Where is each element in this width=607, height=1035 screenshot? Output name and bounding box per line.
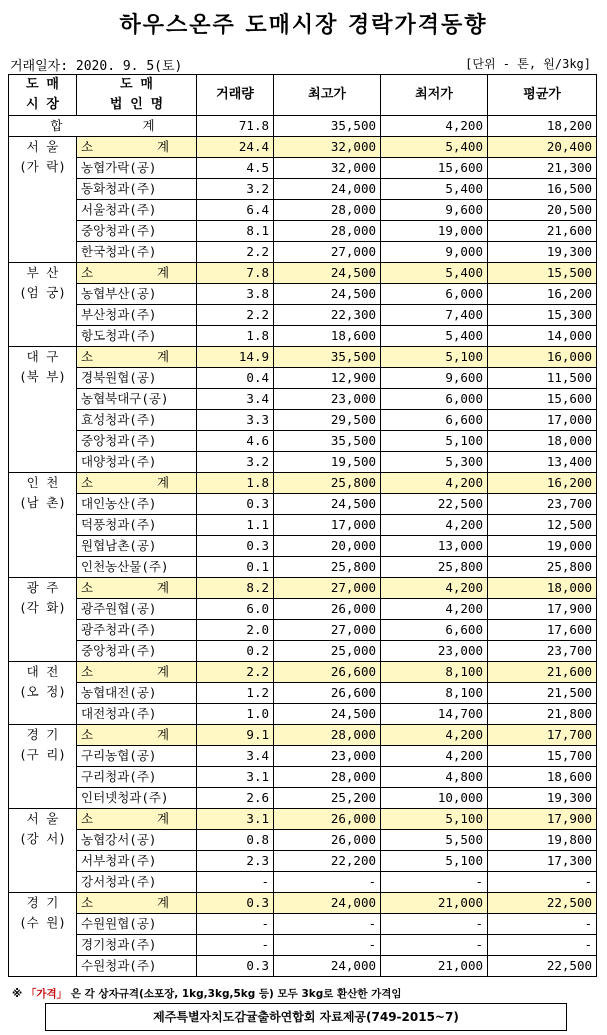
corp-name: 구리농협(공) bbox=[77, 746, 197, 767]
table-row bbox=[9, 641, 597, 662]
avg-cell: 21,500 bbox=[488, 683, 597, 704]
corp-name: 광주원협(공) bbox=[77, 599, 197, 620]
max-cell: 26,000 bbox=[274, 599, 381, 620]
avg-cell: 18,600 bbox=[488, 767, 597, 788]
grand-total-min: 4,200 bbox=[381, 116, 488, 137]
corp-name: 한국청과(주) bbox=[77, 242, 197, 263]
subtotal-volume: 1.8 bbox=[197, 473, 274, 494]
subtotal-min: 5,400 bbox=[381, 137, 488, 158]
max-cell: 29,500 bbox=[274, 410, 381, 431]
volume-cell: 0.1 bbox=[197, 557, 274, 578]
max-cell: - bbox=[274, 914, 381, 935]
subtotal-row bbox=[9, 725, 597, 746]
subtotal-avg: 18,000 bbox=[488, 578, 597, 599]
max-cell: 22,300 bbox=[274, 305, 381, 326]
min-cell: 15,600 bbox=[381, 158, 488, 179]
min-cell: 22,500 bbox=[381, 494, 488, 515]
corp-name: 중앙청과(주) bbox=[77, 221, 197, 242]
min-cell: 5,400 bbox=[381, 179, 488, 200]
min-cell: 14,700 bbox=[381, 704, 488, 725]
volume-cell: 8.1 bbox=[197, 221, 274, 242]
volume-cell: 0.8 bbox=[197, 830, 274, 851]
grand-total-label: 합 계 bbox=[9, 116, 197, 137]
avg-cell: 21,800 bbox=[488, 704, 597, 725]
market-name: 경 기 (수 원) bbox=[9, 893, 77, 977]
subtotal-row bbox=[9, 893, 597, 914]
subtotal-row bbox=[9, 578, 597, 599]
volume-cell: 4.5 bbox=[197, 158, 274, 179]
max-cell: 23,000 bbox=[274, 746, 381, 767]
avg-cell: 17,300 bbox=[488, 851, 597, 872]
max-cell: 24,500 bbox=[274, 494, 381, 515]
corp-name: 인터넷청과(주) bbox=[77, 788, 197, 809]
table-row bbox=[9, 536, 597, 557]
table-row bbox=[9, 599, 597, 620]
header-min-price: 최저가 bbox=[381, 75, 488, 116]
subtotal-max: 32,000 bbox=[274, 137, 381, 158]
subtotal-volume: 3.1 bbox=[197, 809, 274, 830]
header-max-price: 최고가 bbox=[274, 75, 381, 116]
subtotal-volume: 9.1 bbox=[197, 725, 274, 746]
volume-cell: 3.4 bbox=[197, 389, 274, 410]
subtotal-row bbox=[9, 137, 597, 158]
volume-cell: 0.3 bbox=[197, 956, 274, 977]
market-name: 인 천 (남 촌) bbox=[9, 473, 77, 578]
corp-name: 대전청과(주) bbox=[77, 704, 197, 725]
subtotal-label: 소 계 bbox=[77, 662, 197, 683]
subtotal-row bbox=[9, 809, 597, 830]
max-cell: 22,200 bbox=[274, 851, 381, 872]
volume-cell: 1.8 bbox=[197, 326, 274, 347]
corp-name: 강서청과(주) bbox=[77, 872, 197, 893]
corp-name: 서부청과(주) bbox=[77, 851, 197, 872]
max-cell: 17,000 bbox=[274, 515, 381, 536]
volume-cell: 6.4 bbox=[197, 200, 274, 221]
header-corp: 도 매 법 인 명 bbox=[77, 75, 197, 116]
corp-name: 농협대전(공) bbox=[77, 683, 197, 704]
min-cell: 5,300 bbox=[381, 452, 488, 473]
table-row bbox=[9, 830, 597, 851]
subtotal-label: 소 계 bbox=[77, 137, 197, 158]
min-cell: 6,600 bbox=[381, 620, 488, 641]
max-cell: 27,000 bbox=[274, 242, 381, 263]
max-cell: 35,500 bbox=[274, 431, 381, 452]
volume-cell: 2.6 bbox=[197, 788, 274, 809]
subtotal-max: 28,000 bbox=[274, 725, 381, 746]
volume-cell: 0.3 bbox=[197, 536, 274, 557]
subtotal-avg: 15,500 bbox=[488, 263, 597, 284]
corp-name: 덕풍청과(주) bbox=[77, 515, 197, 536]
subtotal-avg: 21,600 bbox=[488, 662, 597, 683]
table-row bbox=[9, 914, 597, 935]
subtotal-label: 소 계 bbox=[77, 809, 197, 830]
table-row bbox=[9, 935, 597, 956]
min-cell: 9,600 bbox=[381, 368, 488, 389]
table-row bbox=[9, 326, 597, 347]
table-row bbox=[9, 284, 597, 305]
header-avg-price: 평균가 bbox=[488, 75, 597, 116]
max-cell: 24,000 bbox=[274, 179, 381, 200]
min-cell: 6,000 bbox=[381, 284, 488, 305]
corp-name: 농협부산(공) bbox=[77, 284, 197, 305]
avg-cell: 19,800 bbox=[488, 830, 597, 851]
max-cell: 24,500 bbox=[274, 704, 381, 725]
min-cell: 8,100 bbox=[381, 683, 488, 704]
source-credit: 제주특별자치도감귤출하연합회 자료제공(749-2015~7) bbox=[45, 1003, 567, 1031]
max-cell: 32,000 bbox=[274, 158, 381, 179]
subtotal-min: 8,100 bbox=[381, 662, 488, 683]
corp-name: 대인농산(주) bbox=[77, 494, 197, 515]
volume-cell: 3.4 bbox=[197, 746, 274, 767]
subtotal-volume: 0.3 bbox=[197, 893, 274, 914]
subtotal-min: 5,100 bbox=[381, 347, 488, 368]
subtotal-label: 소 계 bbox=[77, 578, 197, 599]
table-row bbox=[9, 410, 597, 431]
volume-cell: 2.2 bbox=[197, 242, 274, 263]
subtotal-label: 소 계 bbox=[77, 893, 197, 914]
min-cell: 10,000 bbox=[381, 788, 488, 809]
market-name: 서 울 (강 서) bbox=[9, 809, 77, 893]
table-row bbox=[9, 746, 597, 767]
subtotal-min: 5,400 bbox=[381, 263, 488, 284]
grand-total-max: 35,500 bbox=[274, 116, 381, 137]
volume-cell: 0.4 bbox=[197, 368, 274, 389]
subtotal-row bbox=[9, 263, 597, 284]
max-cell: 12,900 bbox=[274, 368, 381, 389]
max-cell: 25,200 bbox=[274, 788, 381, 809]
subtotal-avg: 17,700 bbox=[488, 725, 597, 746]
min-cell: 21,000 bbox=[381, 956, 488, 977]
min-cell: 4,200 bbox=[381, 746, 488, 767]
max-cell: 25,800 bbox=[274, 557, 381, 578]
max-cell: 25,000 bbox=[274, 641, 381, 662]
avg-cell: 12,500 bbox=[488, 515, 597, 536]
min-cell: 19,000 bbox=[381, 221, 488, 242]
volume-cell: 3.1 bbox=[197, 767, 274, 788]
corp-name: 구리청과(주) bbox=[77, 767, 197, 788]
min-cell: - bbox=[381, 914, 488, 935]
volume-cell: - bbox=[197, 872, 274, 893]
grand-total-volume: 71.8 bbox=[197, 116, 274, 137]
subtotal-min: 4,200 bbox=[381, 725, 488, 746]
volume-cell: 0.3 bbox=[197, 494, 274, 515]
subtotal-volume: 14.9 bbox=[197, 347, 274, 368]
avg-cell: 19,300 bbox=[488, 242, 597, 263]
table-row bbox=[9, 200, 597, 221]
volume-cell: 2.2 bbox=[197, 305, 274, 326]
min-cell: 13,000 bbox=[381, 536, 488, 557]
price-table bbox=[8, 74, 597, 977]
avg-cell: 11,500 bbox=[488, 368, 597, 389]
corp-name: 부산청과(주) bbox=[77, 305, 197, 326]
market-name: 서 울 (가 락) bbox=[9, 137, 77, 263]
subtotal-max: 24,000 bbox=[274, 893, 381, 914]
corp-name: 광주청과(주) bbox=[77, 620, 197, 641]
table-row bbox=[9, 158, 597, 179]
avg-cell: 17,900 bbox=[488, 599, 597, 620]
subtotal-max: 26,600 bbox=[274, 662, 381, 683]
min-cell: 4,200 bbox=[381, 515, 488, 536]
corp-name: 효성청과(주) bbox=[77, 410, 197, 431]
min-cell: - bbox=[381, 935, 488, 956]
subtotal-volume: 2.2 bbox=[197, 662, 274, 683]
subtotal-max: 27,000 bbox=[274, 578, 381, 599]
corp-name: 농협북대구(공) bbox=[77, 389, 197, 410]
subtotal-min: 5,100 bbox=[381, 809, 488, 830]
volume-cell: 3.2 bbox=[197, 179, 274, 200]
table-row bbox=[9, 368, 597, 389]
volume-cell: 0.2 bbox=[197, 641, 274, 662]
corp-name: 농협가락(공) bbox=[77, 158, 197, 179]
corp-name: 수원원협(공) bbox=[77, 914, 197, 935]
min-cell: 5,500 bbox=[381, 830, 488, 851]
avg-cell: 16,500 bbox=[488, 179, 597, 200]
header-market: 도 매 시 장 bbox=[9, 75, 77, 116]
volume-cell: - bbox=[197, 914, 274, 935]
subtotal-max: 35,500 bbox=[274, 347, 381, 368]
subtotal-label: 소 계 bbox=[77, 263, 197, 284]
max-cell: 24,500 bbox=[274, 284, 381, 305]
subtotal-avg: 16,000 bbox=[488, 347, 597, 368]
volume-cell: 2.3 bbox=[197, 851, 274, 872]
subtotal-volume: 7.8 bbox=[197, 263, 274, 284]
table-row bbox=[9, 179, 597, 200]
corp-name: 수원청과(주) bbox=[77, 956, 197, 977]
avg-cell: 20,500 bbox=[488, 200, 597, 221]
avg-cell: 15,600 bbox=[488, 389, 597, 410]
subtotal-max: 25,800 bbox=[274, 473, 381, 494]
max-cell: 18,600 bbox=[274, 326, 381, 347]
avg-cell: 15,700 bbox=[488, 746, 597, 767]
subtotal-avg: 22,500 bbox=[488, 893, 597, 914]
volume-cell: 3.8 bbox=[197, 284, 274, 305]
max-cell: 28,000 bbox=[274, 767, 381, 788]
table-row bbox=[9, 704, 597, 725]
subtotal-avg: 20,400 bbox=[488, 137, 597, 158]
subtotal-max: 26,000 bbox=[274, 809, 381, 830]
volume-cell: 1.2 bbox=[197, 683, 274, 704]
corp-name: 서울청과(주) bbox=[77, 200, 197, 221]
subtotal-avg: 17,900 bbox=[488, 809, 597, 830]
table-row bbox=[9, 788, 597, 809]
subtotal-row bbox=[9, 473, 597, 494]
min-cell: 5,400 bbox=[381, 326, 488, 347]
corp-name: 대양청과(주) bbox=[77, 452, 197, 473]
subtotal-label: 소 계 bbox=[77, 347, 197, 368]
market-name: 부 산 (엄 궁) bbox=[9, 263, 77, 347]
avg-cell: 22,500 bbox=[488, 956, 597, 977]
min-cell: 7,400 bbox=[381, 305, 488, 326]
table-row bbox=[9, 956, 597, 977]
corp-name: 동화청과(주) bbox=[77, 179, 197, 200]
subtotal-min: 21,000 bbox=[381, 893, 488, 914]
min-cell: 6,600 bbox=[381, 410, 488, 431]
min-cell: 9,000 bbox=[381, 242, 488, 263]
avg-cell: - bbox=[488, 914, 597, 935]
avg-cell: 21,600 bbox=[488, 221, 597, 242]
table-row bbox=[9, 851, 597, 872]
corp-name: 인천농산물(주) bbox=[77, 557, 197, 578]
max-cell: 26,000 bbox=[274, 830, 381, 851]
table-row bbox=[9, 515, 597, 536]
max-cell: 26,600 bbox=[274, 683, 381, 704]
subtotal-label: 소 계 bbox=[77, 725, 197, 746]
corp-name: 중앙청과(주) bbox=[77, 641, 197, 662]
market-name: 광 주 (각 화) bbox=[9, 578, 77, 662]
volume-cell: 1.0 bbox=[197, 704, 274, 725]
subtotal-volume: 8.2 bbox=[197, 578, 274, 599]
min-cell: 5,100 bbox=[381, 431, 488, 452]
market-name: 대 구 (북 부) bbox=[9, 347, 77, 473]
table-row bbox=[9, 872, 597, 893]
subtotal-label: 소 계 bbox=[77, 473, 197, 494]
min-cell: 4,800 bbox=[381, 767, 488, 788]
max-cell: 28,000 bbox=[274, 221, 381, 242]
volume-cell: 4.6 bbox=[197, 431, 274, 452]
header-volume: 거래량 bbox=[197, 75, 274, 116]
subtotal-row bbox=[9, 347, 597, 368]
avg-cell: - bbox=[488, 935, 597, 956]
corp-name: 항도청과(주) bbox=[77, 326, 197, 347]
max-cell: - bbox=[274, 935, 381, 956]
max-cell: 20,000 bbox=[274, 536, 381, 557]
min-cell: - bbox=[381, 872, 488, 893]
unit-label: [단위 - 톤, 원/3kg] bbox=[465, 57, 591, 71]
avg-cell: 16,200 bbox=[488, 284, 597, 305]
subtotal-min: 4,200 bbox=[381, 473, 488, 494]
min-cell: 4,200 bbox=[381, 599, 488, 620]
avg-cell: 18,000 bbox=[488, 431, 597, 452]
avg-cell: 17,600 bbox=[488, 620, 597, 641]
min-cell: 25,800 bbox=[381, 557, 488, 578]
table-row bbox=[9, 620, 597, 641]
table-row bbox=[9, 221, 597, 242]
volume-cell: - bbox=[197, 935, 274, 956]
subtotal-min: 4,200 bbox=[381, 578, 488, 599]
avg-cell: 19,300 bbox=[488, 788, 597, 809]
avg-cell: 25,800 bbox=[488, 557, 597, 578]
table-row bbox=[9, 683, 597, 704]
grand-total-row bbox=[9, 116, 597, 137]
max-cell: 24,000 bbox=[274, 956, 381, 977]
table-row bbox=[9, 389, 597, 410]
table-row bbox=[9, 305, 597, 326]
min-cell: 5,100 bbox=[381, 851, 488, 872]
volume-cell: 1.1 bbox=[197, 515, 274, 536]
corp-name: 경북원협(공) bbox=[77, 368, 197, 389]
avg-cell: 19,000 bbox=[488, 536, 597, 557]
corp-name: 중앙청과(주) bbox=[77, 431, 197, 452]
table-row bbox=[9, 557, 597, 578]
avg-cell: 13,400 bbox=[488, 452, 597, 473]
market-name: 경 기 (구 리) bbox=[9, 725, 77, 809]
volume-cell: 2.0 bbox=[197, 620, 274, 641]
avg-cell: 14,000 bbox=[488, 326, 597, 347]
table-row bbox=[9, 431, 597, 452]
max-cell: - bbox=[274, 872, 381, 893]
corp-name: 경기청과(주) bbox=[77, 935, 197, 956]
grand-total-avg: 18,200 bbox=[488, 116, 597, 137]
table-header-row bbox=[9, 75, 597, 116]
avg-cell: 23,700 bbox=[488, 641, 597, 662]
trade-date: 거래일자: 2020. 9. 5(토) bbox=[10, 59, 183, 74]
subtotal-max: 24,500 bbox=[274, 263, 381, 284]
avg-cell: 23,700 bbox=[488, 494, 597, 515]
volume-cell: 6.0 bbox=[197, 599, 274, 620]
table-row bbox=[9, 494, 597, 515]
max-cell: 23,000 bbox=[274, 389, 381, 410]
corp-name: 농협강서(공) bbox=[77, 830, 197, 851]
avg-cell: - bbox=[488, 872, 597, 893]
max-cell: 28,000 bbox=[274, 200, 381, 221]
table-row bbox=[9, 242, 597, 263]
avg-cell: 17,000 bbox=[488, 410, 597, 431]
page-title: 하우스온주 도매시장 경락가격동향 bbox=[119, 13, 488, 38]
subtotal-row bbox=[9, 662, 597, 683]
max-cell: 27,000 bbox=[274, 620, 381, 641]
min-cell: 23,000 bbox=[381, 641, 488, 662]
avg-cell: 21,300 bbox=[488, 158, 597, 179]
table-row bbox=[9, 452, 597, 473]
subtotal-volume: 24.4 bbox=[197, 137, 274, 158]
market-name: 대 전 (오 정) bbox=[9, 662, 77, 725]
max-cell: 19,500 bbox=[274, 452, 381, 473]
table-row bbox=[9, 767, 597, 788]
corp-name: 원협남촌(공) bbox=[77, 536, 197, 557]
footnote: ※ 「가격」 은 각 상자규격(소포장, 1kg,3kg,5kg 등) 모두 3kg로 환산한 가격임 bbox=[12, 988, 402, 1000]
volume-cell: 3.2 bbox=[197, 452, 274, 473]
avg-cell: 15,300 bbox=[488, 305, 597, 326]
min-cell: 9,600 bbox=[381, 200, 488, 221]
min-cell: 6,000 bbox=[381, 389, 488, 410]
subtotal-avg: 16,200 bbox=[488, 473, 597, 494]
volume-cell: 3.3 bbox=[197, 410, 274, 431]
